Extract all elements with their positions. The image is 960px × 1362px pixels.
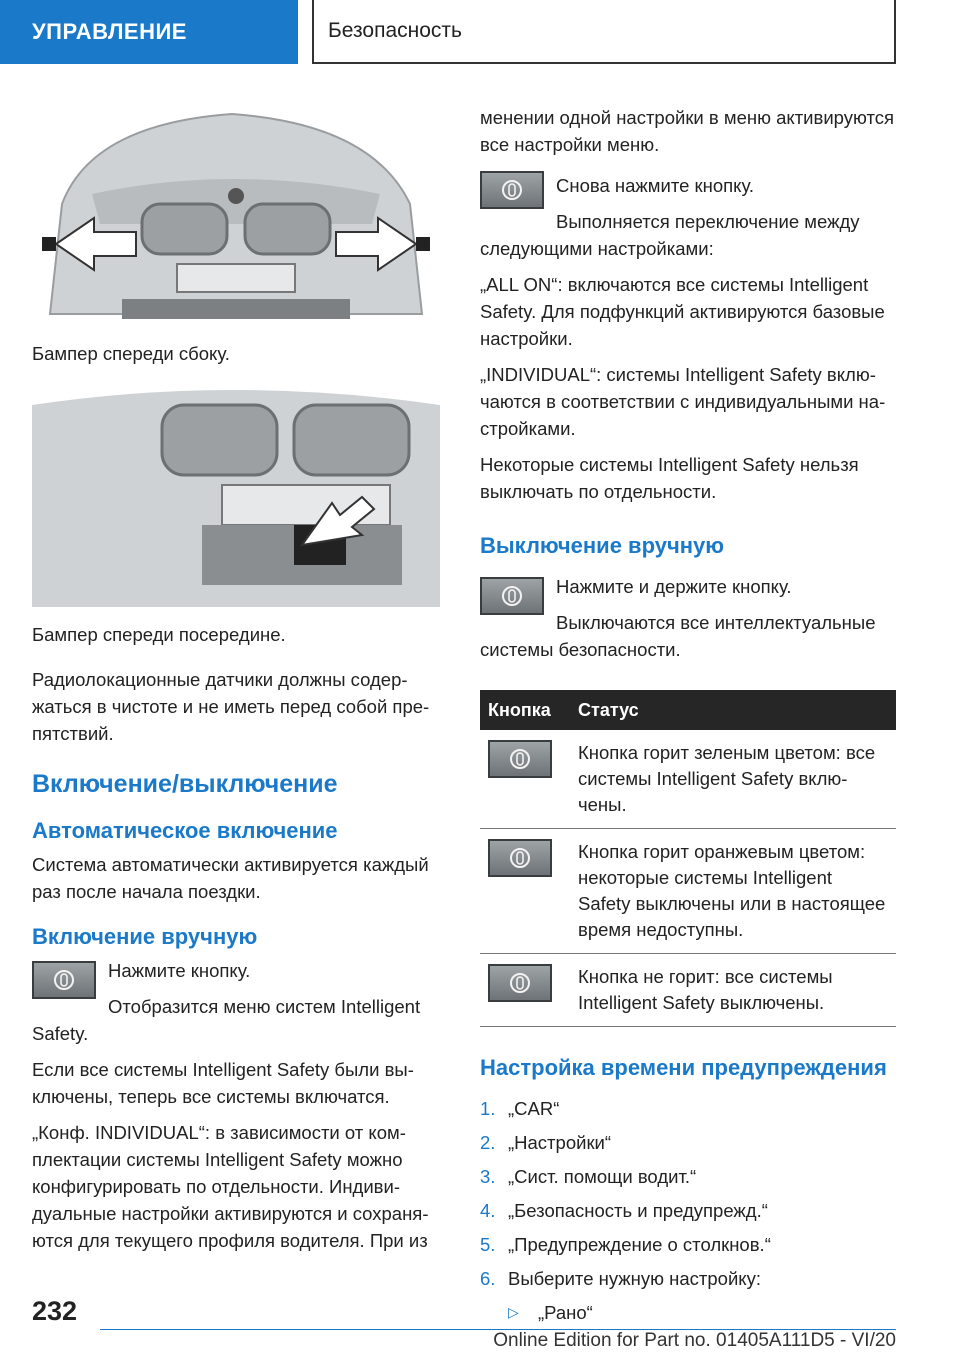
table-row <box>480 730 896 829</box>
if-all-off-paragraph: Если все системы Intelligent Safety были выключены, теперь все системы включатся. <box>32 1059 414 1107</box>
safety-button-icon <box>480 577 544 615</box>
heading-on-off: Включение/выключение <box>32 770 338 798</box>
safety-button-icon <box>480 171 544 209</box>
table-header-row <box>480 690 896 730</box>
menu-shown-text: Отобразится меню систем Intelligent Safety. <box>32 996 421 1044</box>
status-cell: Кнопка горит зеленым цветом: все системы Intelligent Safety включены. <box>570 730 896 829</box>
all-off-text: Выключаются все интеллектуальные системы безопасности. <box>480 612 876 660</box>
list-item: 1. „CAR“ <box>480 1098 560 1119</box>
heading-auto-on: Автоматическое включение <box>32 818 338 843</box>
figure1-caption: Бампер спереди сбоку. <box>32 343 230 364</box>
front-bumper-side-figure <box>32 104 440 326</box>
heading-warning-time: Настройка времени предупреждения <box>480 1055 887 1080</box>
front-bumper-center-figure <box>32 385 440 607</box>
column-header-button: Кнопка <box>480 690 570 730</box>
continued-paragraph: менении одной настройки в меню активируются все настройки меню. <box>480 107 895 155</box>
conf-individual-paragraph: „Конф. INDIVIDUAL“: в зависимости от комплектации системы Intelligent Safety можно конфигурировать по отдельности. Индивидуальные настройки активируются и сохраняются для текущего профиля водителя. При из <box>32 1122 429 1251</box>
sub-option-item: ▷ „Рано“ <box>480 1299 896 1326</box>
steps-list <box>480 1095 896 1292</box>
table-row <box>480 954 896 1027</box>
car-front-center-illustration <box>32 385 440 607</box>
sensor-paragraph: Радиолокационные датчики должны содержаться в чистоте и не иметь перед собой препятствий. <box>32 669 430 744</box>
safety-button-orange-icon <box>488 839 552 877</box>
chapter-tab: УПРАВЛЕНИЕ <box>0 0 298 64</box>
button-status-table <box>480 690 896 1027</box>
page-number: 232 <box>32 1296 78 1326</box>
press-again-text: Снова нажмите кнопку. <box>556 175 754 196</box>
press-button-text: Нажмите кнопку. <box>108 960 251 981</box>
switching-text: Выполняется переключение между следующими настройками: <box>480 211 860 259</box>
status-cell: Кнопка не горит: все системы Intelligent Safety выключены. <box>570 954 896 1027</box>
heading-manual-off: Выключение вручную <box>480 533 725 558</box>
list-item: 6. Выберите нужную настройку: <box>480 1268 761 1289</box>
some-cannot-paragraph: Некоторые системы Intelligent Safety нельзя выключать по отдельности. <box>480 454 859 502</box>
figure2-caption: Бампер спереди посередине. <box>32 624 286 645</box>
column-header-status: Статус <box>570 690 896 730</box>
footer-edition: Online Edition for Part no. 01405A111D5 - VI/20 <box>493 1330 896 1351</box>
auto-on-paragraph: Система автоматически активируется каждый раз после начала поездки. <box>32 854 429 902</box>
individual-paragraph: „INDIVIDUAL“: системы Intelligent Safety включаются в соответствии с индивидуальными настройками. <box>480 364 886 439</box>
car-front-side-illustration <box>32 104 440 326</box>
triangle-bullet-icon: ▷ <box>508 1304 519 1320</box>
left-column <box>32 104 440 1263</box>
safety-button-off-icon <box>488 964 552 1002</box>
list-item: 5. „Предупреждение о столкнов.“ <box>480 1234 771 1255</box>
list-item: 3. „Сист. помощи водит.“ <box>480 1166 697 1187</box>
right-column <box>480 104 896 1326</box>
safety-button-green-icon <box>488 740 552 778</box>
table-row <box>480 829 896 954</box>
list-item: 4. „Безопасность и предупрежд.“ <box>480 1200 768 1221</box>
press-hold-text: Нажмите и держите кнопку. <box>556 576 792 597</box>
list-item: 2. „Настройки“ <box>480 1132 612 1153</box>
safety-button-icon <box>32 961 96 999</box>
heading-manual-on: Включение вручную <box>32 924 258 949</box>
status-cell: Кнопка горит оранжевым цветом: некоторые системы Intelligent Safety выключены или в настоящее время недоступны. <box>570 829 896 954</box>
section-title: Безопасность <box>312 0 896 64</box>
all-on-paragraph: „ALL ON“: включаются все системы Intelligent Safety. Для подфункций активируются базовые настройки. <box>480 274 885 349</box>
